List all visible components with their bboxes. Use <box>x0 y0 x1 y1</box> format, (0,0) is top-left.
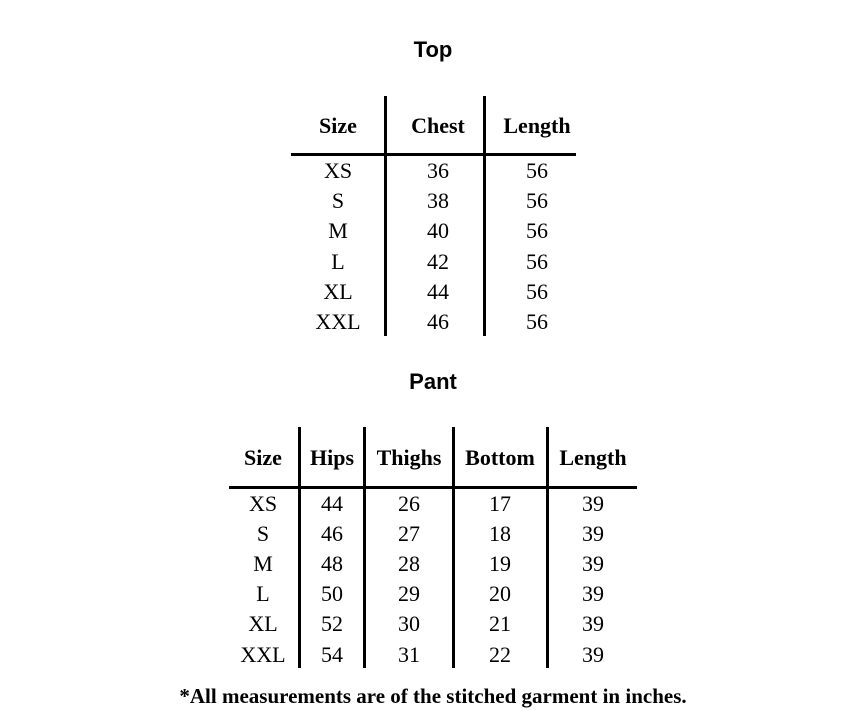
pant-column-header: Thighs <box>376 445 442 470</box>
top-table-cell: XXL <box>315 309 361 334</box>
pant-table-cell: M <box>253 551 273 576</box>
top-header-rule <box>291 153 576 156</box>
pant-table-cell: 21 <box>489 611 511 636</box>
pant-column-header: Bottom <box>465 445 535 470</box>
pant-table-cell: 22 <box>489 642 511 667</box>
pant-column-header: Hips <box>309 445 355 470</box>
pant-table-cell: 27 <box>398 521 420 546</box>
pant-table-cell: 39 <box>582 551 604 576</box>
top-table-cell: 56 <box>526 158 548 183</box>
top-table-title: Top <box>413 37 453 62</box>
top-table-cell: 56 <box>526 279 548 304</box>
top-column-header: Length <box>503 113 571 138</box>
pant-table-cell: XXL <box>240 642 286 667</box>
pant-table-cell: 39 <box>582 611 604 636</box>
pant-table-cell: 54 <box>321 642 343 667</box>
pant-table-cell: 26 <box>398 491 420 516</box>
pant-table-cell: 52 <box>321 611 343 636</box>
pant-table-cell: 30 <box>398 611 420 636</box>
top-table-cell: 46 <box>427 309 449 334</box>
top-column-divider <box>483 96 486 336</box>
top-table-cell: 36 <box>427 158 449 183</box>
top-table-cell: L <box>331 249 345 274</box>
pant-header-rule <box>229 486 637 489</box>
pant-table-cell: L <box>256 581 270 606</box>
pant-table-cell: 39 <box>582 581 604 606</box>
pant-table-cell: 31 <box>398 642 420 667</box>
top-table-cell: 56 <box>526 188 548 213</box>
top-table-cell: 40 <box>427 218 449 243</box>
pant-table-cell: 20 <box>489 581 511 606</box>
top-table-cell: XS <box>323 158 353 183</box>
pant-table-cell: 44 <box>321 491 343 516</box>
pant-column-divider <box>452 427 455 668</box>
pant-table-cell: 39 <box>582 491 604 516</box>
pant-table-cell: 39 <box>582 642 604 667</box>
top-column-divider <box>384 96 387 336</box>
pant-table-cell: XL <box>248 611 278 636</box>
pant-table-cell: 18 <box>489 521 511 546</box>
top-table-cell: 44 <box>427 279 449 304</box>
top-table-cell: 56 <box>526 309 548 334</box>
pant-table-cell: 19 <box>489 551 511 576</box>
measurement-footnote: *All measurements are of the stitched garment in inches. <box>179 684 687 708</box>
pant-column-divider <box>546 427 549 668</box>
pant-table-cell: S <box>256 521 270 546</box>
top-table-cell: 56 <box>526 218 548 243</box>
top-table-cell: 42 <box>427 249 449 274</box>
top-column-header: Chest <box>411 113 465 138</box>
pant-column-divider <box>298 427 301 668</box>
pant-table-cell: 46 <box>321 521 343 546</box>
top-table-cell: XL <box>323 279 353 304</box>
pant-table-cell: 28 <box>398 551 420 576</box>
pant-column-header: Length <box>559 445 627 470</box>
pant-column-header: Size <box>244 445 282 470</box>
top-table-cell: M <box>328 218 348 243</box>
top-table-cell: 38 <box>427 188 449 213</box>
pant-table-cell: 48 <box>321 551 343 576</box>
pant-table-cell: 29 <box>398 581 420 606</box>
pant-table-cell: XS <box>248 491 278 516</box>
top-table-cell: S <box>331 188 345 213</box>
top-column-header: Size <box>319 113 357 138</box>
top-table-cell: 56 <box>526 249 548 274</box>
pant-table-title: Pant <box>409 369 457 394</box>
pant-column-divider <box>363 427 366 668</box>
pant-table-cell: 50 <box>321 581 343 606</box>
pant-table-cell: 17 <box>489 491 511 516</box>
pant-table-cell: 39 <box>582 521 604 546</box>
